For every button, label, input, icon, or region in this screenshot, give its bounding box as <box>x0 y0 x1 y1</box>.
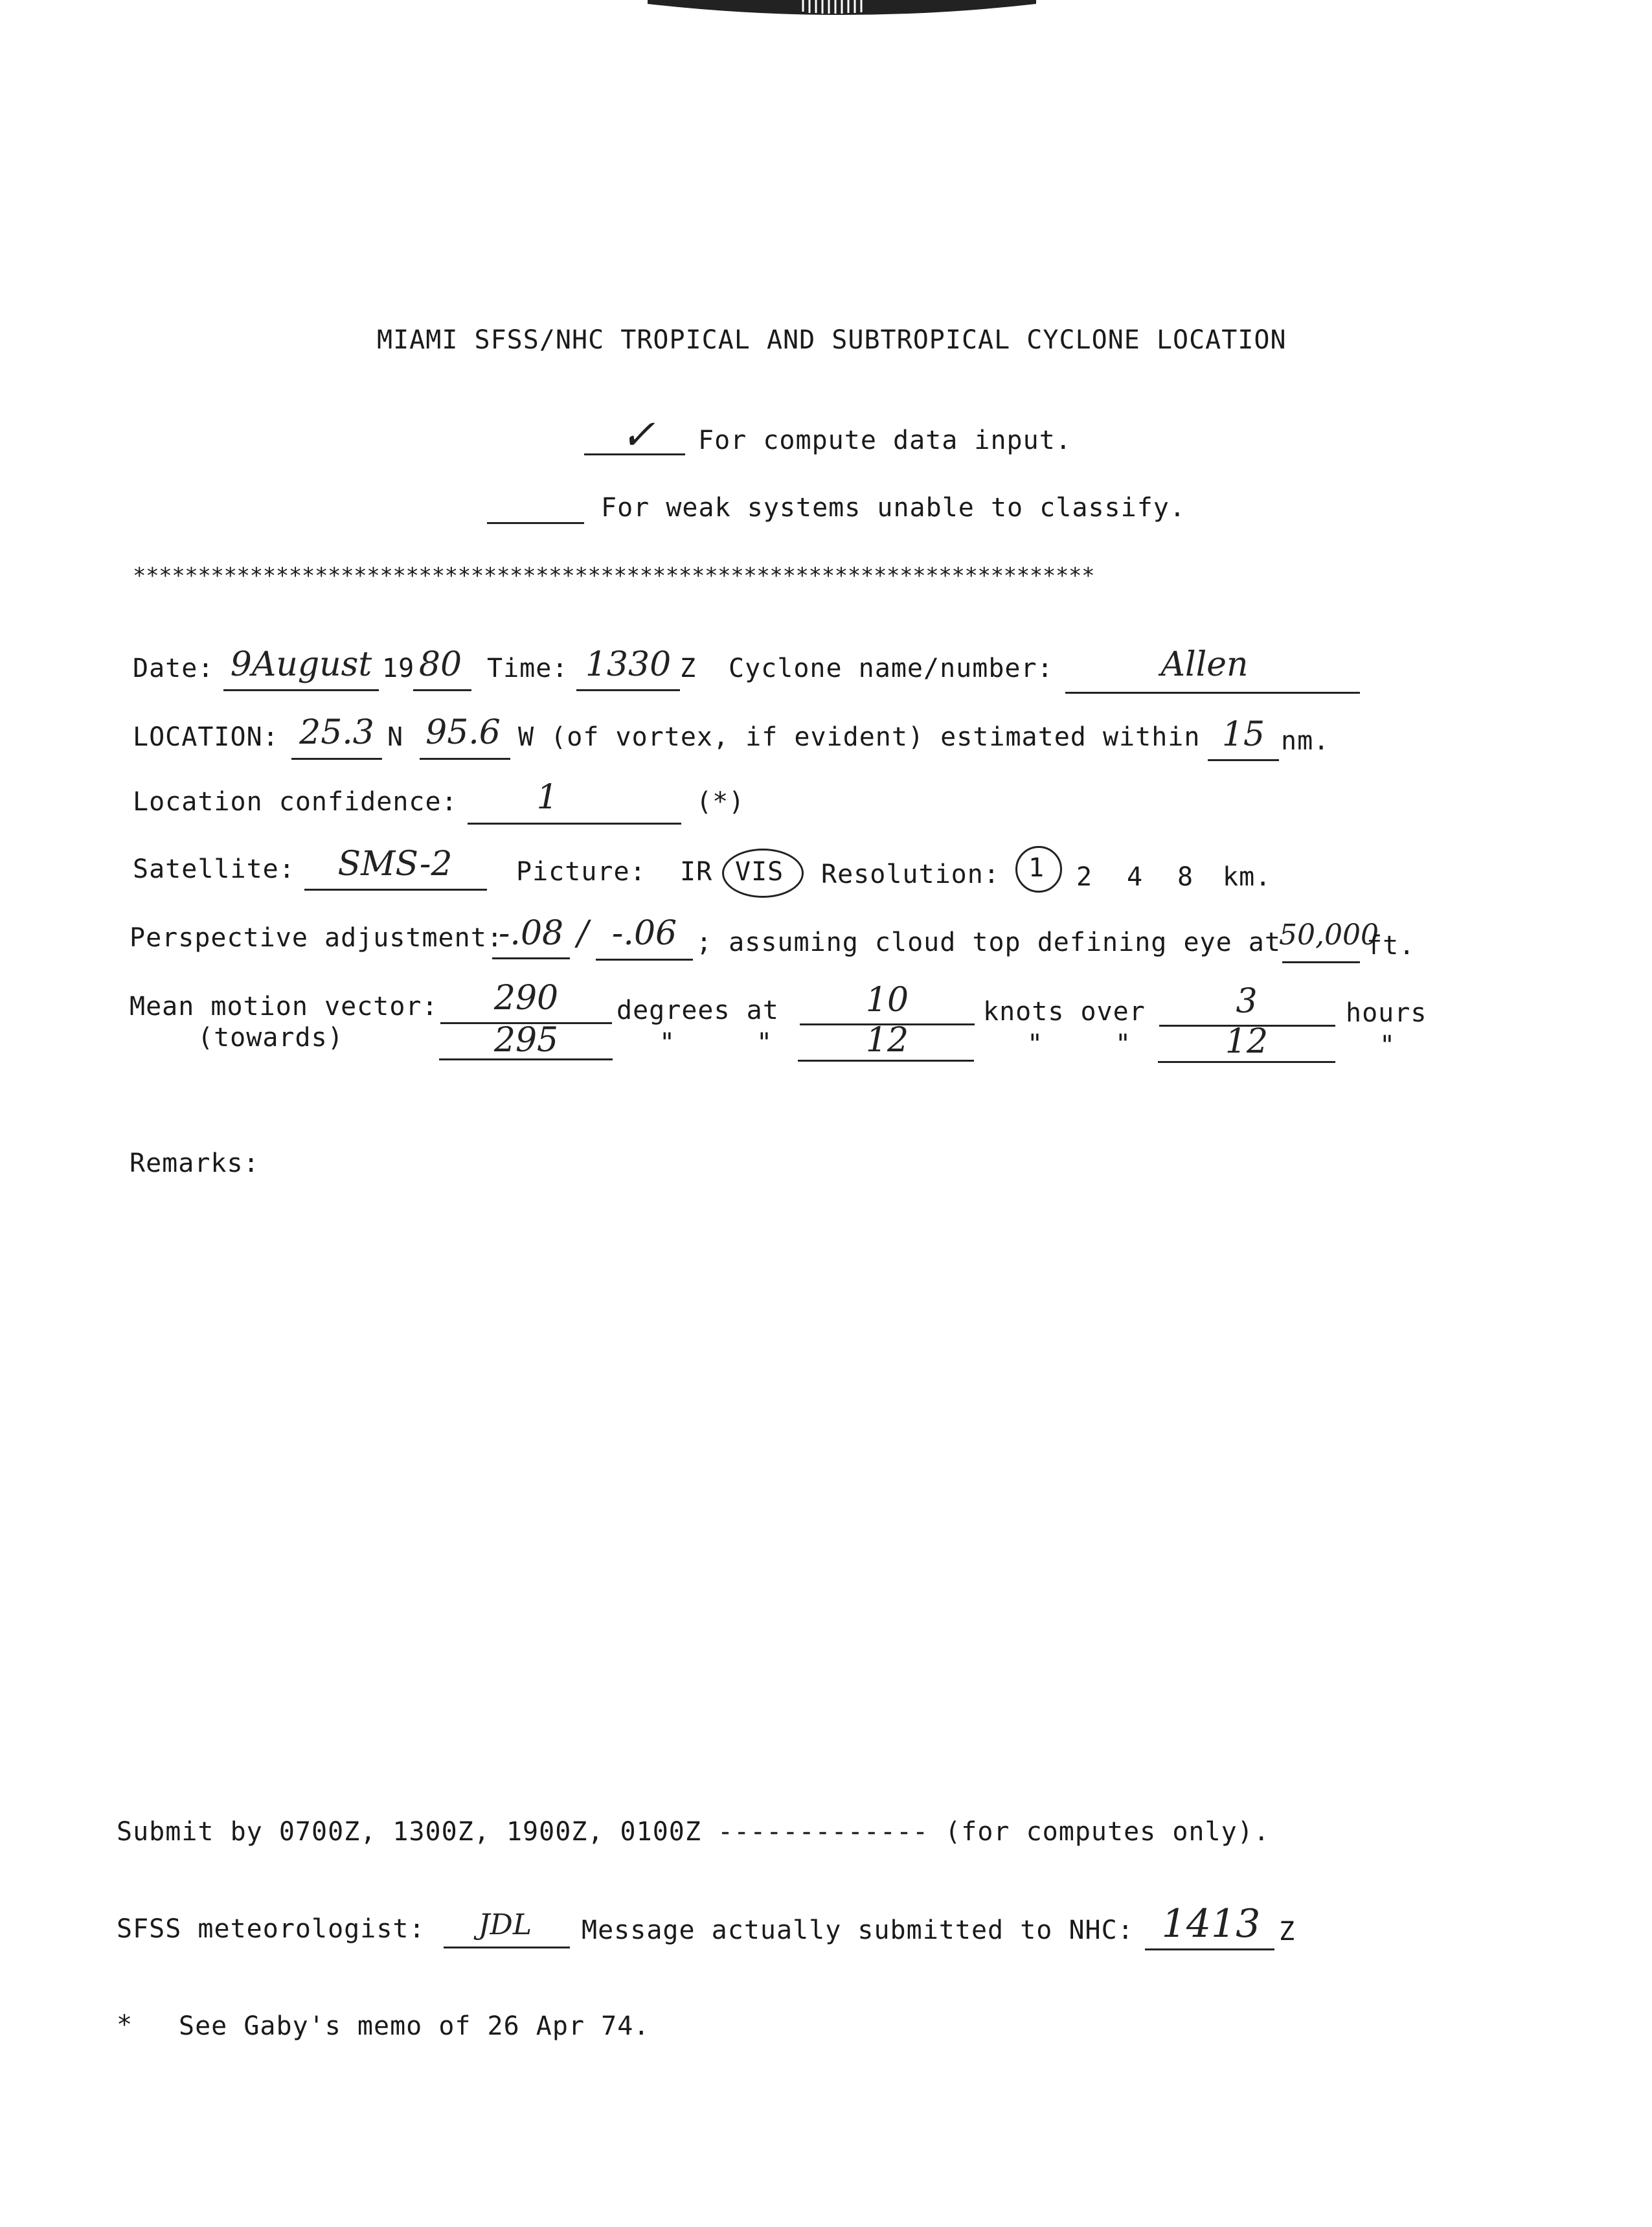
cloud-top-line <box>1282 961 1360 963</box>
confidence-value[interactable]: 1 <box>536 778 558 817</box>
cyclone-value[interactable]: Allen <box>1160 645 1249 684</box>
longitude-line <box>420 758 510 760</box>
latitude-n: N <box>387 722 404 752</box>
date-label: Date: <box>133 654 214 683</box>
time-label: Time: <box>487 654 569 683</box>
perspective-line-2 <box>596 959 693 961</box>
perspective-value-2[interactable]: -.06 <box>611 914 677 953</box>
year-line <box>413 689 471 691</box>
year-value[interactable]: 80 <box>418 645 462 684</box>
motion-degrees-label: degrees at <box>617 996 779 1025</box>
motion-knots-line-2 <box>798 1060 974 1062</box>
within-line <box>1208 759 1279 761</box>
time-z: Z <box>680 654 697 683</box>
motion-label: Mean motion vector: <box>130 992 438 1022</box>
motion-hours-1[interactable]: 3 <box>1236 982 1258 1021</box>
ditto-4: " <box>1115 1029 1132 1059</box>
satellite-line <box>304 889 487 891</box>
weak-systems-line <box>487 522 584 524</box>
location-label: LOCATION: <box>133 722 279 752</box>
resolution-label: Resolution: <box>821 860 1000 889</box>
motion-knots-1[interactable]: 10 <box>865 981 909 1020</box>
remarks-label: Remarks: <box>130 1148 260 1178</box>
ditto-3: " <box>1027 1029 1044 1059</box>
footnote-text: See Gaby's memo of 26 Apr 74. <box>179 2011 650 2041</box>
message-label: Message actually submitted to NHC: <box>582 1915 1134 1945</box>
compute-input-check[interactable]: ✓ <box>620 411 655 459</box>
within-value[interactable]: 15 <box>1221 715 1265 754</box>
ditto-2: " <box>756 1028 773 1058</box>
weak-systems-label: For weak systems unable to classify. <box>601 493 1186 523</box>
message-time-line <box>1145 1948 1274 1950</box>
motion-degrees-1[interactable]: 290 <box>493 979 559 1018</box>
message-time-value[interactable]: 1413 <box>1161 1901 1261 1947</box>
motion-hours-line-2 <box>1158 1061 1335 1063</box>
perspective-slash: / <box>577 914 589 953</box>
perspective-line-1 <box>492 957 570 959</box>
time-line <box>576 689 680 691</box>
confidence-label: Location confidence: <box>133 787 458 817</box>
latitude-value[interactable]: 25.3 <box>299 713 374 752</box>
ditto-5: " <box>1379 1031 1396 1060</box>
motion-hours-2[interactable]: 12 <box>1225 1022 1269 1061</box>
within-unit: nm. <box>1281 726 1330 756</box>
picture-label: Picture: <box>516 857 646 887</box>
resolution-1[interactable]: 1 <box>1028 853 1045 883</box>
time-value[interactable]: 1330 <box>585 645 672 684</box>
meteorologist-initials[interactable]: JDL <box>478 1908 532 1941</box>
perspective-label: Perspective adjustment: <box>130 923 503 953</box>
confidence-note: (*) <box>696 787 745 817</box>
scan-binding-edge <box>648 0 1036 26</box>
cyclone-label: Cyclone name/number: <box>729 654 1054 683</box>
longitude-text: W (of vortex, if evident) estimated within <box>518 722 1201 752</box>
picture-ir[interactable]: IR <box>680 857 713 887</box>
resolution-unit: km. <box>1223 862 1272 892</box>
date-line <box>223 689 379 691</box>
submit-instructions: Submit by 0700Z, 1300Z, 1900Z, 0100Z ------------- (for computes only). <box>117 1817 1270 1847</box>
latitude-line <box>291 758 382 760</box>
footnote-star: * <box>117 2010 133 2040</box>
motion-knots-2[interactable]: 12 <box>865 1021 909 1060</box>
meteorologist-label: SFSS meteorologist: <box>117 1914 425 1944</box>
cloud-top-unit: ft. <box>1366 931 1416 961</box>
motion-hours-label: hours <box>1346 998 1427 1028</box>
date-value[interactable]: 9August <box>230 645 372 684</box>
motion-knots-label: knots over <box>983 997 1146 1027</box>
meteorologist-line <box>444 1947 570 1948</box>
cyclone-line <box>1065 692 1360 694</box>
compute-input-label: For compute data input. <box>698 426 1072 455</box>
resolution-2[interactable]: 2 <box>1076 862 1093 892</box>
picture-vis[interactable]: VIS <box>735 857 784 887</box>
motion-degrees-2[interactable]: 295 <box>493 1021 559 1060</box>
perspective-text: ; assuming cloud top defining eye at <box>696 928 1281 957</box>
year-prefix: 19 <box>382 654 415 683</box>
motion-towards-label: (towards) <box>198 1023 344 1053</box>
message-time-z: Z <box>1279 1917 1296 1947</box>
form-title: MIAMI SFSS/NHC TROPICAL AND SUBTROPICAL CYCLONE LOCATION <box>377 325 1287 355</box>
ditto-1: " <box>659 1028 676 1058</box>
cloud-top-value[interactable]: 50,000 <box>1279 919 1379 952</box>
longitude-value[interactable]: 95.6 <box>425 713 501 752</box>
satellite-value[interactable]: SMS-2 <box>337 845 453 884</box>
separator-asterisks: ************************************************************************** <box>133 563 1095 589</box>
satellite-label: Satellite: <box>133 854 295 884</box>
confidence-line <box>468 823 681 825</box>
resolution-4[interactable]: 4 <box>1127 862 1144 892</box>
perspective-value-1[interactable]: -.08 <box>498 914 564 953</box>
resolution-8[interactable]: 8 <box>1177 862 1194 892</box>
